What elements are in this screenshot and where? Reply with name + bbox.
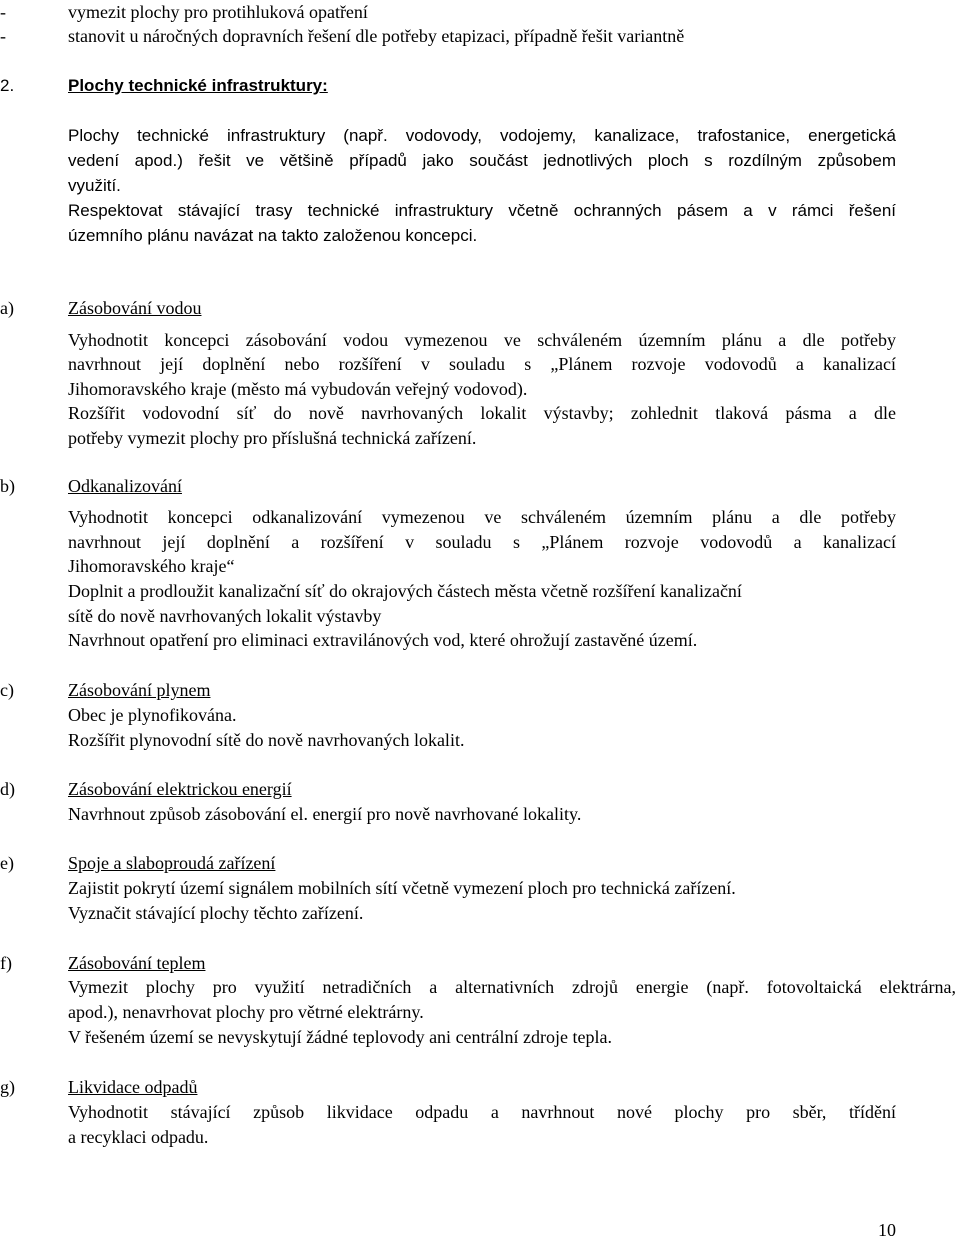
item-c-line: Rozšířit plynovodní sítě do nově navrhovaných lokalit.: [68, 730, 465, 750]
item-e-line: Vyznačit stávající plochy těchto zařízení.: [68, 903, 364, 923]
item-heading-d: Zásobování elektrickou energií: [68, 779, 292, 799]
section-heading: Plochy technické infrastruktury:: [68, 76, 328, 95]
item-e-line: Zajistit pokrytí území signálem mobilních sítí včetně vymezení ploch pro technická zařízení.: [68, 878, 736, 898]
bullet-text: vymezit plochy pro protihluková opatření: [68, 2, 368, 22]
bullet-text: stanovit u náročných dopravních řešení dle potřeby etapizaci, případně řešit variantně: [68, 26, 685, 46]
item-g-line: a recyklaci odpadu.: [68, 1127, 209, 1147]
paragraph-line: Respektovat stávající trasy technické infrastruktury včetně ochranných pásem a v rámci řešení: [68, 201, 896, 220]
item-b-line: Doplnit a prodloužit kanalizační síť do okrajových částech města včetně rozšíření kanalizační: [68, 581, 742, 601]
bullet-marker: -: [0, 2, 6, 22]
item-a-line: Rozšířit vodovodní síť do nově navrhovaných lokalit výstavby; zohlednit tlaková pásma a dle: [68, 403, 896, 423]
section-number: 2.: [0, 76, 15, 95]
item-marker-g: g): [0, 1077, 15, 1097]
item-heading-f: Zásobování teplem: [68, 953, 206, 973]
item-heading-e: Spoje a slaboproudá zařízení: [68, 853, 276, 873]
item-heading-b: Odkanalizování: [68, 476, 182, 496]
item-g-line: Vyhodnotit stávající způsob likvidace odpadu a navrhnout nové plochy pro sběr, třídění: [68, 1102, 896, 1122]
bullet-marker: -: [0, 26, 6, 46]
item-f-line: apod.), nenavrhovat plochy pro větrné elektrárny.: [68, 1002, 424, 1022]
item-b-line: navrhnout její doplnění a rozšíření v souladu s „Plánem rozvoje vodovodů a kanalizací: [68, 532, 896, 552]
item-a-line: navrhnout její doplnění nebo rozšíření v souladu s „Plánem rozvoje vodovodů a kanalizací: [68, 354, 896, 374]
item-b-line: sítě do nově navrhovaných lokalit výstavby: [68, 606, 382, 626]
item-d-line: Navrhnout způsob zásobování el. energií pro nově navrhované lokality.: [68, 804, 582, 824]
item-b-line: Navrhnout opatření pro eliminaci extravilánových vod, které ohrožují zastavěné území.: [68, 630, 698, 650]
paragraph-line: územního plánu navázat na takto založenou koncepci.: [68, 226, 478, 245]
item-a-line: potřeby vymezit plochy pro příslušná technická zařízení.: [68, 428, 477, 448]
item-marker-c: c): [0, 680, 14, 700]
item-c-line: Obec je plynofikována.: [68, 705, 237, 725]
paragraph-line: Plochy technické infrastruktury (např. vodovody, vodojemy, kanalizace, trafostanice, energetická: [68, 126, 896, 145]
item-marker-b: b): [0, 476, 15, 496]
item-a-line: Jihomoravského kraje (město má vybudován veřejný vodovod).: [68, 379, 528, 399]
item-heading-g: Likvidace odpadů: [68, 1077, 198, 1097]
paragraph-line: vedení apod.) řešit ve většině případů jako součást jednotlivých ploch s rozdílným způsobem: [68, 151, 896, 170]
item-marker-f: f): [0, 953, 12, 973]
item-b-line: Vyhodnotit koncepci odkanalizování vymezenou ve schváleném územním plánu a dle potřeby: [68, 507, 896, 527]
item-marker-a: a): [0, 298, 14, 318]
item-marker-e: e): [0, 853, 14, 873]
item-heading-a: Zásobování vodou: [68, 298, 202, 318]
item-b-line: Jihomoravského kraje“: [68, 556, 235, 576]
item-f-line: Vymezit plochy pro využití netradičních a alternativních zdrojů energie (např. fotovoltaická elektrárna,: [68, 977, 956, 997]
item-heading-c: Zásobování plynem: [68, 680, 211, 700]
item-a-line: Vyhodnotit koncepci zásobování vodou vymezenou ve schváleném územním plánu a dle potřeby: [68, 330, 896, 350]
paragraph-line: využití.: [68, 176, 121, 195]
page-number: 10: [878, 1220, 896, 1240]
item-f-line: V řešeném území se nevyskytují žádné teplovody ani centrální zdroje tepla.: [68, 1027, 612, 1047]
item-marker-d: d): [0, 779, 15, 799]
